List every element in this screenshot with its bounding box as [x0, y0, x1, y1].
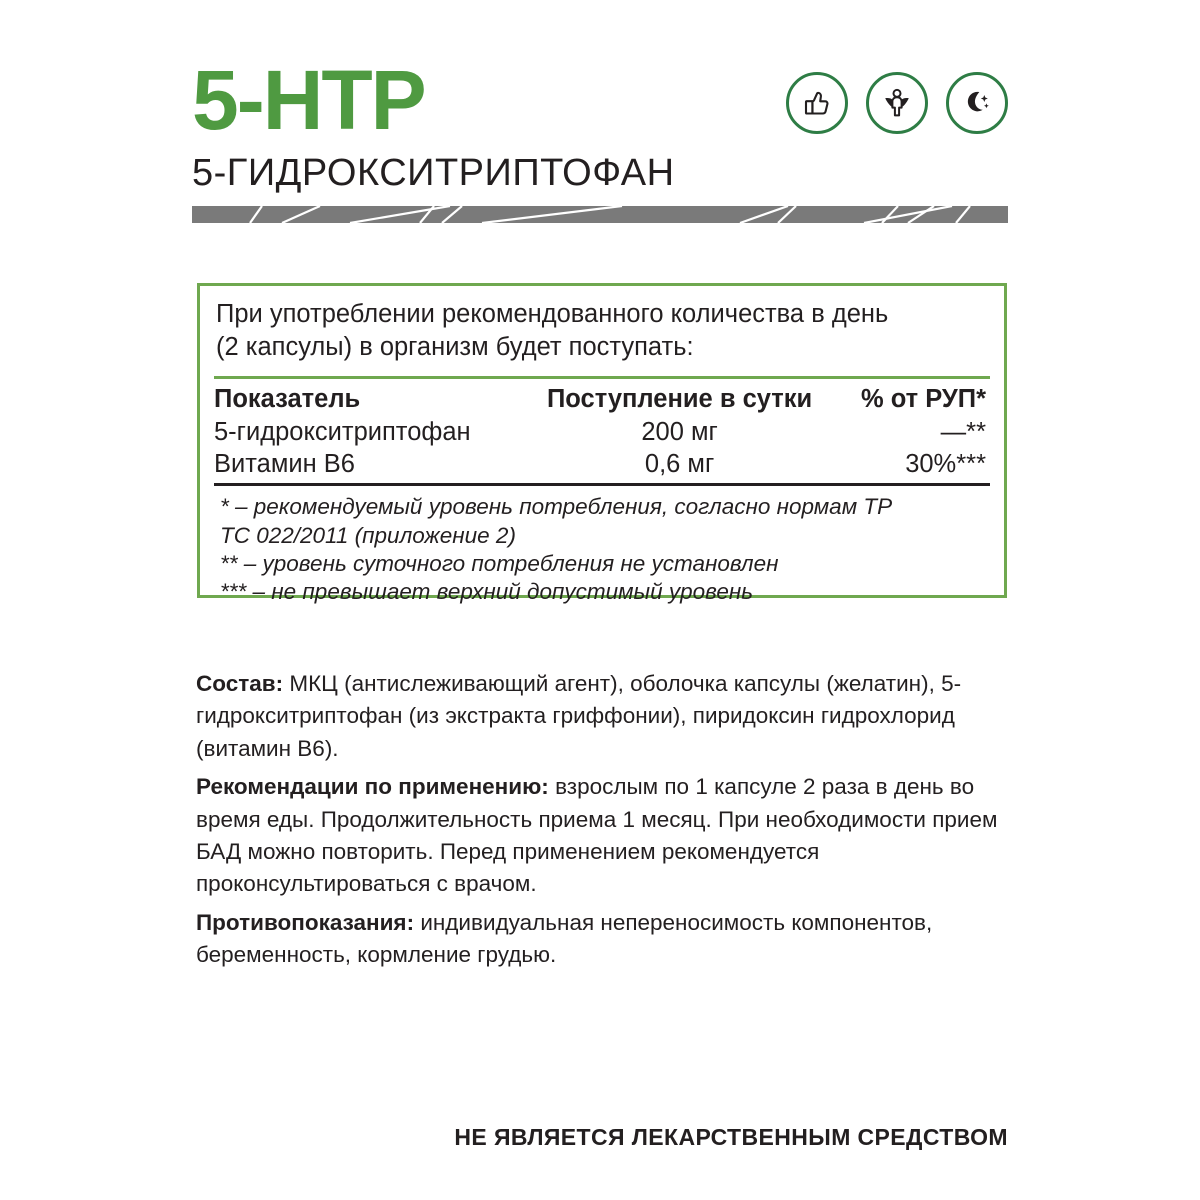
- composition-label: Состав:: [196, 671, 284, 696]
- moon-stars-icon: [959, 85, 995, 121]
- contraindications-label: Противопоказания:: [196, 909, 415, 935]
- footnote-1b: ТС 022/2011 (приложение 2): [220, 522, 516, 548]
- nutrient-name: 5-гидрокситриптофан: [214, 417, 471, 446]
- usage-label: Рекомендации по применению:: [196, 774, 549, 800]
- nutrient-name: Витамин В6: [214, 449, 355, 478]
- nutrient-percent: —**: [940, 417, 986, 446]
- footnote-3: *** – не превышает верхний допустимый уровень: [220, 579, 754, 605]
- footnotes-block: [200, 486, 1004, 606]
- body-copy: [196, 668, 1008, 972]
- usage-text: взрослым по 1 капсуле 2 раза в день во время еды. Продолжительность приема 1 месяц. При необходимости прием БАД можно повторить. Перед применением рекомендуется проконсультироваться с врачом.: [196, 774, 998, 897]
- nutrition-facts-panel: [197, 283, 1007, 605]
- nutrient-amount: 0,6 мг: [644, 449, 715, 478]
- product-header: [192, 53, 1008, 194]
- table-row: [214, 416, 990, 448]
- footnote-1a: * – рекомендуемый уровень потребления, согласно нормам ТР: [220, 494, 893, 520]
- person-relax-icon: [879, 85, 915, 121]
- intake-statement-line-2: (2 капсулы) в организм будет поступать:: [216, 333, 694, 362]
- striped-divider: [192, 206, 1008, 223]
- thumbs-up-icon: [799, 85, 835, 121]
- benefit-icon-group: [786, 72, 1008, 134]
- person-relax-icon-badge: [866, 72, 928, 134]
- page-title: 5-HTP: [192, 53, 425, 147]
- nutrient-table: [214, 379, 990, 480]
- product-subtitle: 5-ГИДРОКСИТРИПТОФАН: [192, 152, 675, 194]
- column-header-percent-rup: % от РУП*: [860, 385, 986, 414]
- contraindications-text: индивидуальная непереносимость компонентов, беременность, кормление грудью.: [196, 909, 933, 968]
- nutrient-percent: 30%***: [905, 449, 986, 478]
- nutrient-amount: 200 мг: [641, 417, 718, 446]
- intake-statement-line-1: При употреблении рекомендованного количества в день: [216, 300, 889, 328]
- usage-paragraph: [196, 771, 1008, 901]
- column-header-indicator: Показатель: [214, 385, 361, 414]
- thumbs-up-icon-badge: [786, 72, 848, 134]
- moon-stars-icon-badge: [946, 72, 1008, 134]
- title-block: [192, 53, 675, 194]
- footer-disclaimer: НЕ ЯВЛЯЕТСЯ ЛЕКАРСТВЕННЫМ СРЕДСТВОМ: [454, 1124, 1008, 1150]
- composition-text: МКЦ (антислеживающий агент), оболочка капсулы (желатин), 5-гидрокситриптофан (из экстракта гриффонии), пиридоксин гидрохлорид (витамин В6).: [196, 671, 962, 761]
- column-header-daily-intake: Поступление в сутки: [546, 385, 813, 414]
- contraindications-paragraph: [196, 907, 1008, 972]
- footnote-2: ** – уровень суточного потребления не установлен: [220, 551, 779, 576]
- intake-statement: [200, 286, 1004, 368]
- composition-paragraph: [196, 668, 1008, 765]
- table-row: [214, 448, 990, 480]
- table-header-row: [214, 379, 990, 415]
